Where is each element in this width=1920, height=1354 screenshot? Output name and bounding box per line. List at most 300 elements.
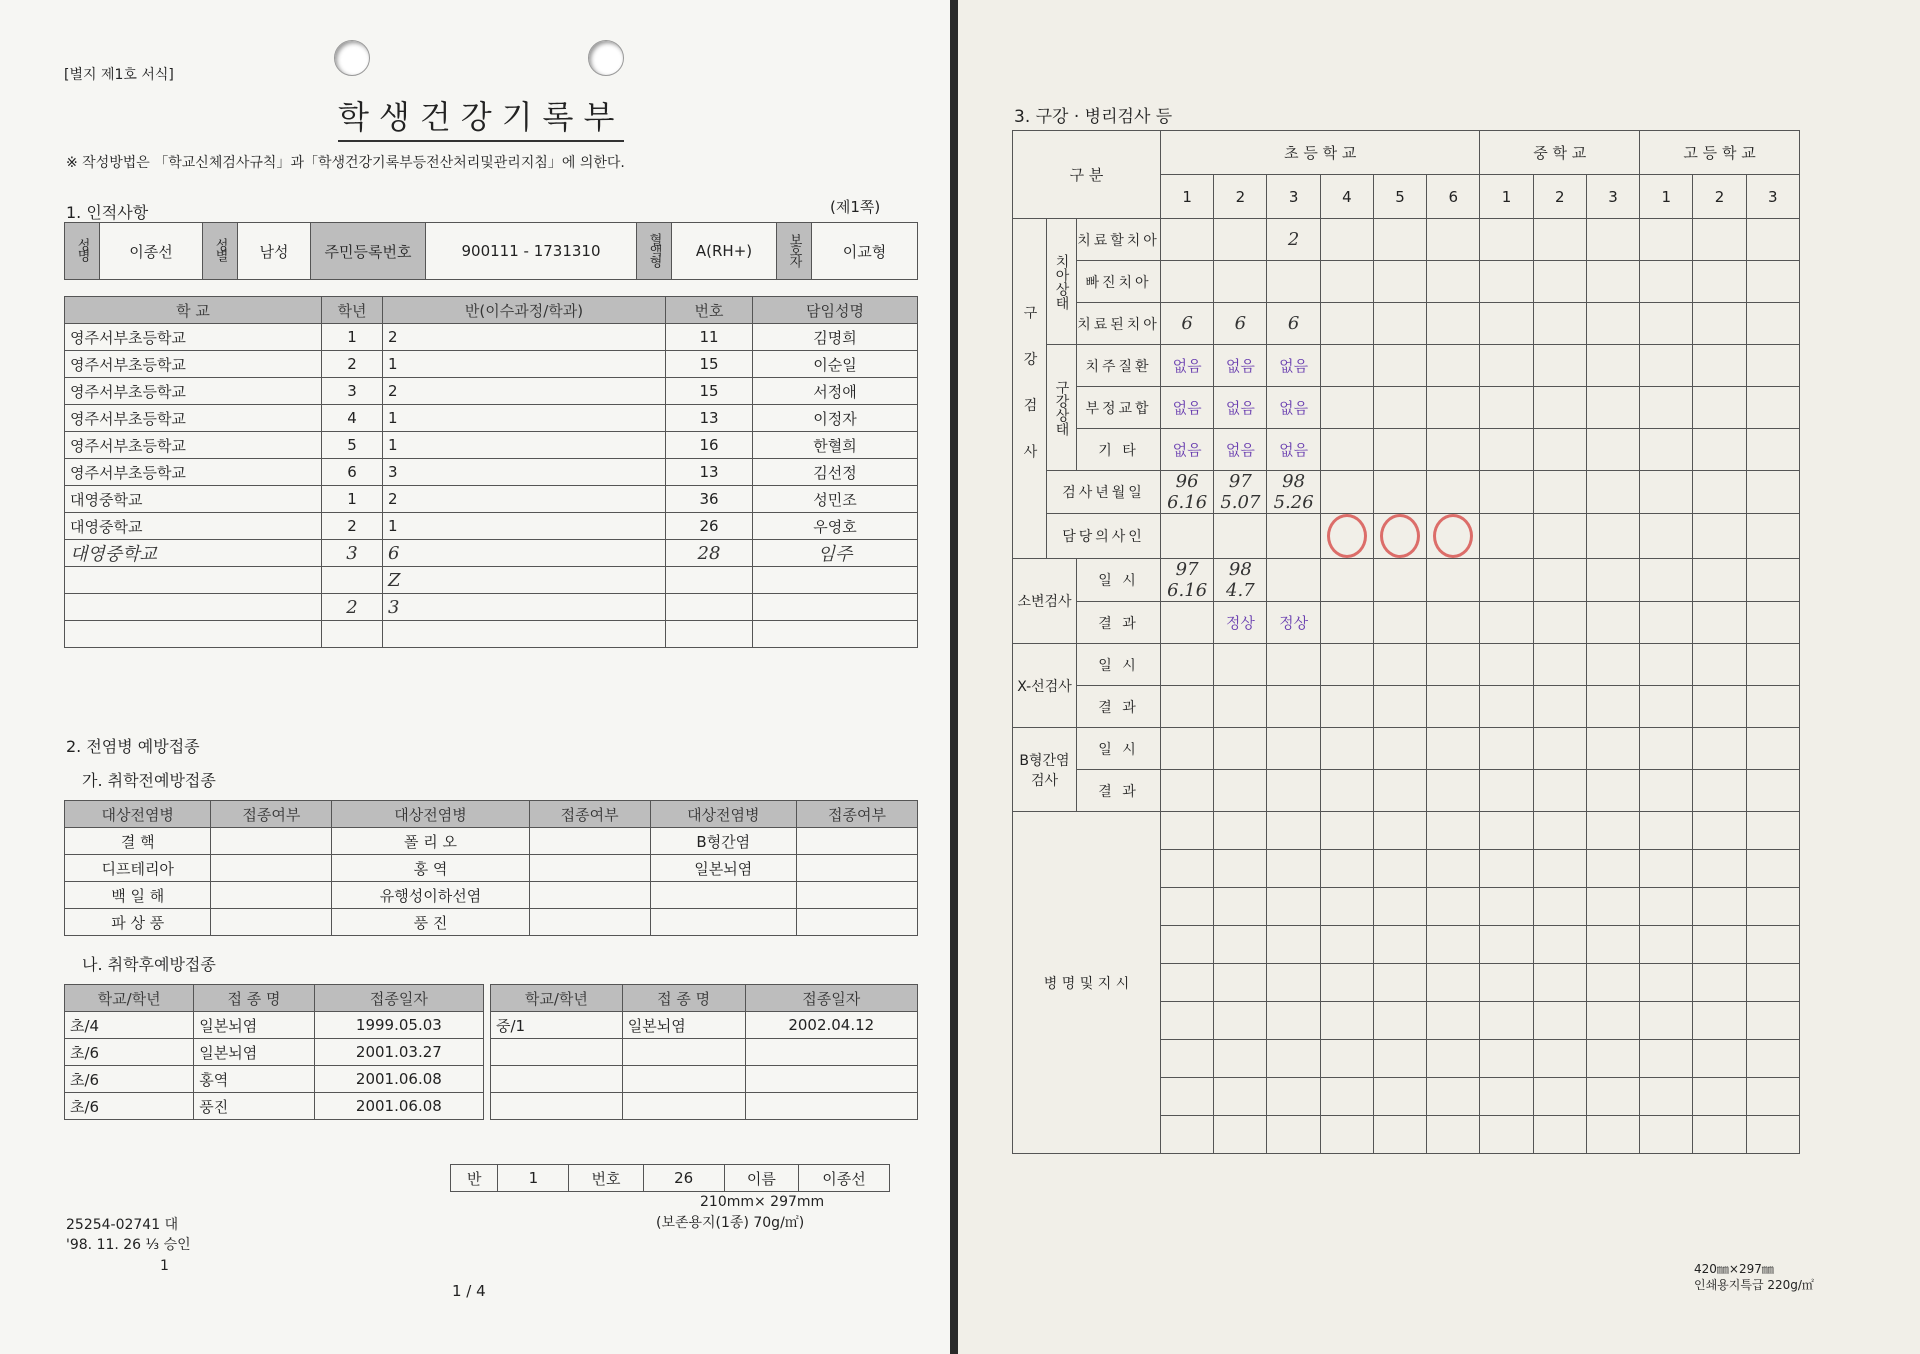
grade-cell — [1427, 303, 1480, 345]
grade-cell — [1427, 926, 1480, 964]
school-cell: 영주서부초등학교 — [65, 324, 322, 351]
grade-cell — [1320, 686, 1373, 728]
grade-cell — [1640, 888, 1693, 926]
grade-cell — [1267, 686, 1320, 728]
grade-cell — [1640, 728, 1693, 770]
grade-cell — [1267, 728, 1320, 770]
grade-cell — [1427, 850, 1480, 888]
grade-cell — [1427, 345, 1480, 387]
class-cell: 1 — [383, 432, 666, 459]
class-cell — [383, 621, 666, 648]
grade-cell — [1533, 387, 1586, 429]
grade-cell — [1320, 888, 1373, 926]
grade-cell — [1586, 644, 1639, 686]
grade-cell — [1320, 728, 1373, 770]
grade-cell — [1533, 770, 1586, 812]
grade-cell — [322, 621, 383, 648]
grade-cell — [1267, 644, 1320, 686]
grade-cell — [1693, 602, 1746, 644]
student-id-strip — [450, 1164, 890, 1192]
grade-cell — [1161, 926, 1214, 964]
form-label: [별지 제1호 서식] — [64, 67, 174, 83]
col-disease: 대상전염병 — [650, 801, 796, 828]
grade-cell — [1214, 888, 1267, 926]
guardian-value: 이교형 — [812, 223, 918, 280]
teacher-cell: 우영호 — [753, 513, 918, 540]
grade-cell — [1214, 812, 1267, 850]
row-exam-date — [1013, 471, 1800, 514]
school-cell: 영주서부초등학교 — [65, 432, 322, 459]
grade-cell — [1320, 429, 1373, 471]
grade-cell — [1693, 686, 1746, 728]
grade-cell — [1373, 471, 1426, 514]
grade-cell — [1480, 1002, 1533, 1040]
label-exam-date: 검사년월일 — [1047, 471, 1161, 514]
row-hepb-when — [1013, 728, 1800, 770]
grade-cell — [1480, 926, 1533, 964]
table-row — [65, 540, 918, 567]
row-decayed — [1013, 219, 1800, 261]
grade-cell — [1746, 514, 1799, 559]
grade-cell — [1320, 514, 1373, 559]
label-xray-when: 일 시 — [1077, 644, 1161, 686]
number-cell — [666, 594, 753, 621]
grade-cell — [1533, 471, 1586, 514]
vaccine-date-cell: 2002.04.12 — [745, 1012, 917, 1039]
grade-cell — [1267, 1116, 1320, 1154]
grade-header-cell: 6 — [1427, 175, 1480, 219]
grade-cell — [1586, 1002, 1639, 1040]
sex-value: 남성 — [238, 223, 311, 280]
group-mouth-status: 구강상태 — [1047, 345, 1077, 471]
grade-cell: 없음 — [1161, 387, 1214, 429]
table-row — [65, 909, 918, 936]
grade-cell — [1693, 770, 1746, 812]
vaccinated-cell — [211, 828, 332, 855]
pre-school-vaccine-title: 가. 취학전예방접종 — [82, 771, 216, 790]
group-oral-exam: 구 강 검 사 — [1013, 219, 1047, 559]
grade-cell — [1533, 429, 1586, 471]
grade-cell: 없음 — [1214, 345, 1267, 387]
grade-cell — [1640, 471, 1693, 514]
col-number: 번호 — [666, 297, 753, 324]
grade-cell — [1746, 219, 1799, 261]
grade-cell — [1320, 345, 1373, 387]
grade-cell — [1373, 219, 1426, 261]
table-row — [491, 1066, 918, 1093]
vaccine-name-cell: 홍역 — [194, 1066, 314, 1093]
teacher-cell: 김선정 — [753, 459, 918, 486]
name-label-footer: 이름 — [724, 1165, 798, 1192]
grade-cell — [1693, 514, 1746, 559]
doctor-seal-stamp — [1380, 514, 1420, 558]
class-cell: Z — [383, 567, 666, 594]
label-missing: 빠진치아 — [1077, 261, 1161, 303]
grade-cell — [1161, 1040, 1214, 1078]
grade-cell — [1373, 514, 1426, 559]
grade-cell — [1480, 429, 1533, 471]
grade-cell — [1320, 559, 1373, 602]
ban-value: 1 — [498, 1165, 569, 1192]
row-filled — [1013, 303, 1800, 345]
grade-cell: 2 — [1267, 219, 1320, 261]
label-diagnosis: 병 명 및 지 시 — [1013, 812, 1161, 1154]
col-vaccinated: 접종여부 — [211, 801, 332, 828]
vaccinated-cell — [796, 909, 917, 936]
disease-cell — [650, 882, 796, 909]
vaccinated-cell — [796, 828, 917, 855]
grade-cell: 없음 — [1214, 429, 1267, 471]
form-code: 25254-02741 대 — [66, 1217, 179, 1233]
grade-cell — [1480, 261, 1533, 303]
grade-cell — [1320, 812, 1373, 850]
grade-cell — [1427, 888, 1480, 926]
grade-cell — [1161, 812, 1214, 850]
grade-cell — [1640, 1078, 1693, 1116]
grade-cell — [1640, 1116, 1693, 1154]
grade-cell — [1586, 514, 1639, 559]
grade-cell — [1214, 926, 1267, 964]
grade-cell — [1480, 770, 1533, 812]
grade-cell — [1533, 728, 1586, 770]
grade-cell — [1214, 686, 1267, 728]
right-paper-type: 인쇄용지특급 220g/㎡ — [1694, 1278, 1814, 1292]
grade-cell — [1427, 770, 1480, 812]
grade-cell — [1320, 1002, 1373, 1040]
grade-cell — [1640, 850, 1693, 888]
grade-cell — [1214, 514, 1267, 559]
grade-cell — [1746, 1116, 1799, 1154]
row-urine-when — [1013, 559, 1800, 602]
sex-label: 성별 — [212, 238, 228, 260]
grade-cell — [1693, 261, 1746, 303]
disease-cell: 결 핵 — [65, 828, 211, 855]
grade-cell — [1427, 261, 1480, 303]
grade-cell — [1320, 261, 1373, 303]
vaccine-date-cell: 1999.05.03 — [314, 1012, 483, 1039]
grade-cell — [1161, 888, 1214, 926]
page-side-label: (제1쪽) — [830, 198, 881, 216]
school-cell — [65, 567, 322, 594]
header-middle: 중 학 교 — [1480, 131, 1640, 175]
grade-cell — [1693, 926, 1746, 964]
grade-cell — [1746, 387, 1799, 429]
label-hepb: B형간염검사 — [1013, 728, 1077, 812]
grade-cell — [1533, 345, 1586, 387]
grade-cell — [1267, 770, 1320, 812]
vaccine-date-cell: 2001.03.27 — [314, 1039, 483, 1066]
label-xray: X-선검사 — [1013, 644, 1077, 728]
vaccine-date-cell: 2001.06.08 — [314, 1093, 483, 1120]
class-cell: 3 — [383, 459, 666, 486]
disease-cell: 디프테리아 — [65, 855, 211, 882]
vaccine-name-cell: 풍진 — [194, 1093, 314, 1120]
grade-cell — [1373, 812, 1426, 850]
grade-header-cell: 4 — [1320, 175, 1373, 219]
grade-cell: 97 6.16 — [1161, 559, 1214, 602]
grade-cell — [1746, 644, 1799, 686]
grade-cell — [1373, 1116, 1426, 1154]
paper-type: (보존용지(1종) 70g/㎡) — [656, 1215, 805, 1231]
grade-cell: 2 — [322, 513, 383, 540]
page-number: 1 / 4 — [452, 1282, 486, 1300]
grade-cell — [1373, 888, 1426, 926]
grade-cell — [1533, 686, 1586, 728]
grade-cell — [1586, 345, 1639, 387]
vaccinated-cell — [529, 882, 650, 909]
row-other — [1013, 429, 1800, 471]
grade-cell — [1373, 602, 1426, 644]
grade-cell — [1586, 471, 1639, 514]
grade-cell — [1746, 471, 1799, 514]
section1-title: 1. 인적사항 — [66, 203, 149, 222]
grade-cell — [1267, 559, 1320, 602]
class-cell: 2 — [383, 378, 666, 405]
number-cell: 28 — [666, 540, 753, 567]
vaccine-date-cell — [745, 1066, 917, 1093]
table-row — [65, 1066, 484, 1093]
grade-cell — [1427, 644, 1480, 686]
col-vaccine-name: 접 종 명 — [194, 985, 314, 1012]
grade-header-cell: 1 — [1161, 175, 1214, 219]
header-gubun: 구 분 — [1013, 131, 1161, 219]
grade-cell — [1320, 602, 1373, 644]
grade-cell — [1640, 387, 1693, 429]
instruction-note: ※ 작성방법은 「학교신체검사규칙」과「학생건강기록부등전산처리및관리지침」에 의한다. — [66, 155, 625, 171]
disease-cell: 백 일 해 — [65, 882, 211, 909]
number-cell: 11 — [666, 324, 753, 351]
grade-cell — [1267, 850, 1320, 888]
rrn-value: 900111 - 1731310 — [426, 223, 637, 280]
grade-header-cell: 1 — [1640, 175, 1693, 219]
grade-cell: 3 — [322, 378, 383, 405]
grade-cell — [1746, 888, 1799, 926]
doctor-seal-stamp — [1433, 514, 1473, 558]
grade-cell — [1427, 514, 1480, 559]
grade-cell — [1373, 261, 1426, 303]
grade-cell — [1640, 1040, 1693, 1078]
grade-cell — [1640, 602, 1693, 644]
teacher-cell: 성민조 — [753, 486, 918, 513]
grade-cell — [1320, 471, 1373, 514]
grade-header-cell: 3 — [1267, 175, 1320, 219]
class-cell: 1 — [383, 405, 666, 432]
grade-cell — [1533, 514, 1586, 559]
grade-cell — [1693, 728, 1746, 770]
grade-cell: 6 — [1161, 303, 1214, 345]
grade-cell: 3 — [322, 540, 383, 567]
grade-header-cell: 1 — [1480, 175, 1533, 219]
table-row — [65, 432, 918, 459]
col-class: 반(이수과정/학과) — [383, 297, 666, 324]
grade-cell — [1533, 559, 1586, 602]
grade-cell — [1267, 1040, 1320, 1078]
grade-cell — [1586, 926, 1639, 964]
grade-cell — [1640, 1002, 1693, 1040]
vaccinated-cell — [529, 855, 650, 882]
grade-cell: 1 — [322, 324, 383, 351]
school-grade-cell: 초/4 — [65, 1012, 194, 1039]
grade-cell — [1480, 850, 1533, 888]
disease-cell: 폴 리 오 — [332, 828, 529, 855]
table-row — [65, 351, 918, 378]
grade-cell — [1693, 345, 1746, 387]
grade-cell — [1533, 1078, 1586, 1116]
grade-cell — [1693, 387, 1746, 429]
col-vaccine-date: 접종일자 — [745, 985, 917, 1012]
vaccinated-cell — [211, 909, 332, 936]
grade-cell — [1693, 559, 1746, 602]
grade-cell — [1586, 219, 1639, 261]
name-value: 이종선 — [100, 223, 203, 280]
grade-cell — [1640, 514, 1693, 559]
grade-cell — [1586, 429, 1639, 471]
grade-cell — [1480, 602, 1533, 644]
grade-cell — [1373, 964, 1426, 1002]
vaccine-name-cell — [622, 1066, 745, 1093]
grade-cell: 없음 — [1161, 429, 1214, 471]
grade-cell: 98 5.26 — [1267, 471, 1320, 514]
vaccinated-cell — [211, 882, 332, 909]
grade-cell — [1586, 850, 1639, 888]
grade-cell — [1480, 1078, 1533, 1116]
row-hepb-result — [1013, 770, 1800, 812]
table-row — [65, 405, 918, 432]
grade-cell — [1746, 559, 1799, 602]
row-malocclusion — [1013, 387, 1800, 429]
table-row — [65, 828, 918, 855]
grade-cell — [1533, 219, 1586, 261]
teacher-cell: 한혈희 — [753, 432, 918, 459]
grade-cell — [1533, 1002, 1586, 1040]
grade-cell — [1640, 644, 1693, 686]
grade-cell — [1373, 429, 1426, 471]
school-cell: 대영중학교 — [65, 540, 322, 567]
grade-cell — [1533, 1040, 1586, 1078]
number-cell: 26 — [666, 513, 753, 540]
grade-cell — [1533, 644, 1586, 686]
grade-cell — [1214, 1002, 1267, 1040]
no-value: 26 — [643, 1165, 724, 1192]
teacher-cell — [753, 567, 918, 594]
grade-cell — [1373, 303, 1426, 345]
grade-cell — [1320, 1078, 1373, 1116]
grade-cell — [1586, 888, 1639, 926]
grade-cell — [1427, 471, 1480, 514]
school-grade-cell: 초/6 — [65, 1066, 194, 1093]
grade-cell — [1746, 770, 1799, 812]
teacher-cell — [753, 594, 918, 621]
grade-cell — [1427, 964, 1480, 1002]
vaccinated-cell — [211, 855, 332, 882]
grade-cell — [1640, 770, 1693, 812]
grade-cell — [1161, 728, 1214, 770]
grade-cell — [1746, 345, 1799, 387]
col-vaccine-name: 접 종 명 — [622, 985, 745, 1012]
grade-cell — [1480, 1116, 1533, 1154]
disease-cell: 파 상 풍 — [65, 909, 211, 936]
grade-header-cell: 3 — [1746, 175, 1799, 219]
teacher-cell: 이정자 — [753, 405, 918, 432]
grade-cell — [1161, 602, 1214, 644]
grade-cell — [1267, 812, 1320, 850]
grade-cell: 없음 — [1267, 345, 1320, 387]
blood-label: 혈액형 — [646, 232, 662, 266]
table-row — [65, 459, 918, 486]
class-cell: 1 — [383, 351, 666, 378]
grade-cell — [1320, 926, 1373, 964]
grade-cell — [1427, 1040, 1480, 1078]
grade-cell — [1480, 303, 1533, 345]
col-vaccinated: 접종여부 — [529, 801, 650, 828]
label-decayed: 치료할치아 — [1077, 219, 1161, 261]
number-cell: 13 — [666, 459, 753, 486]
grade-cell — [1640, 219, 1693, 261]
grade-cell — [1746, 303, 1799, 345]
label-xray-result: 결 과 — [1077, 686, 1161, 728]
grade-cell — [1161, 1078, 1214, 1116]
grade-cell — [1267, 1078, 1320, 1116]
grade-cell — [1746, 850, 1799, 888]
grade-cell — [1373, 345, 1426, 387]
grade-cell — [1214, 219, 1267, 261]
col-disease: 대상전염병 — [65, 801, 211, 828]
label-periodontal: 치주질환 — [1077, 345, 1161, 387]
group-tooth-status: 치아상태 — [1047, 219, 1077, 345]
oral-pathology-table — [1012, 130, 1800, 1154]
no-label: 번호 — [569, 1165, 643, 1192]
grade-cell — [1161, 219, 1214, 261]
paper-size: 210mm× 297mm — [700, 1194, 825, 1210]
label-hepb-result: 결 과 — [1077, 770, 1161, 812]
grade-cell — [1693, 1040, 1746, 1078]
disease-cell: 풍 진 — [332, 909, 529, 936]
grade-cell — [1214, 1040, 1267, 1078]
blood-value: A(RH+) — [672, 223, 777, 280]
label-other: 기 타 — [1077, 429, 1161, 471]
grade-cell: 97 5.07 — [1214, 471, 1267, 514]
teacher-cell: 임주 — [753, 540, 918, 567]
section3-title: 3. 구강 · 병리검사 등 — [1014, 107, 1173, 127]
grade-cell — [1480, 888, 1533, 926]
class-cell: 2 — [383, 324, 666, 351]
grade-cell — [1480, 387, 1533, 429]
row-diagnosis — [1013, 812, 1800, 850]
grade-cell: 6 — [1214, 303, 1267, 345]
approval-number: 1 — [160, 1258, 169, 1274]
school-grade-cell: 초/6 — [65, 1039, 194, 1066]
col-vaccinated: 접종여부 — [796, 801, 917, 828]
grade-cell — [1480, 644, 1533, 686]
grade-cell — [1214, 261, 1267, 303]
number-cell: 13 — [666, 405, 753, 432]
row-urine-result — [1013, 602, 1800, 644]
grade-cell — [1586, 1078, 1639, 1116]
vaccinated-cell — [529, 909, 650, 936]
grade-cell — [1693, 303, 1746, 345]
row-periodontal — [1013, 345, 1800, 387]
school-cell — [65, 594, 322, 621]
grade-cell — [1693, 644, 1746, 686]
grade-cell — [1373, 387, 1426, 429]
grade-cell — [1533, 1116, 1586, 1154]
disease-cell: 일본뇌염 — [650, 855, 796, 882]
grade-cell — [1373, 559, 1426, 602]
grade-cell — [1746, 1002, 1799, 1040]
school-grade-cell — [491, 1039, 623, 1066]
school-cell: 영주서부초등학교 — [65, 351, 322, 378]
grade-cell — [1746, 261, 1799, 303]
